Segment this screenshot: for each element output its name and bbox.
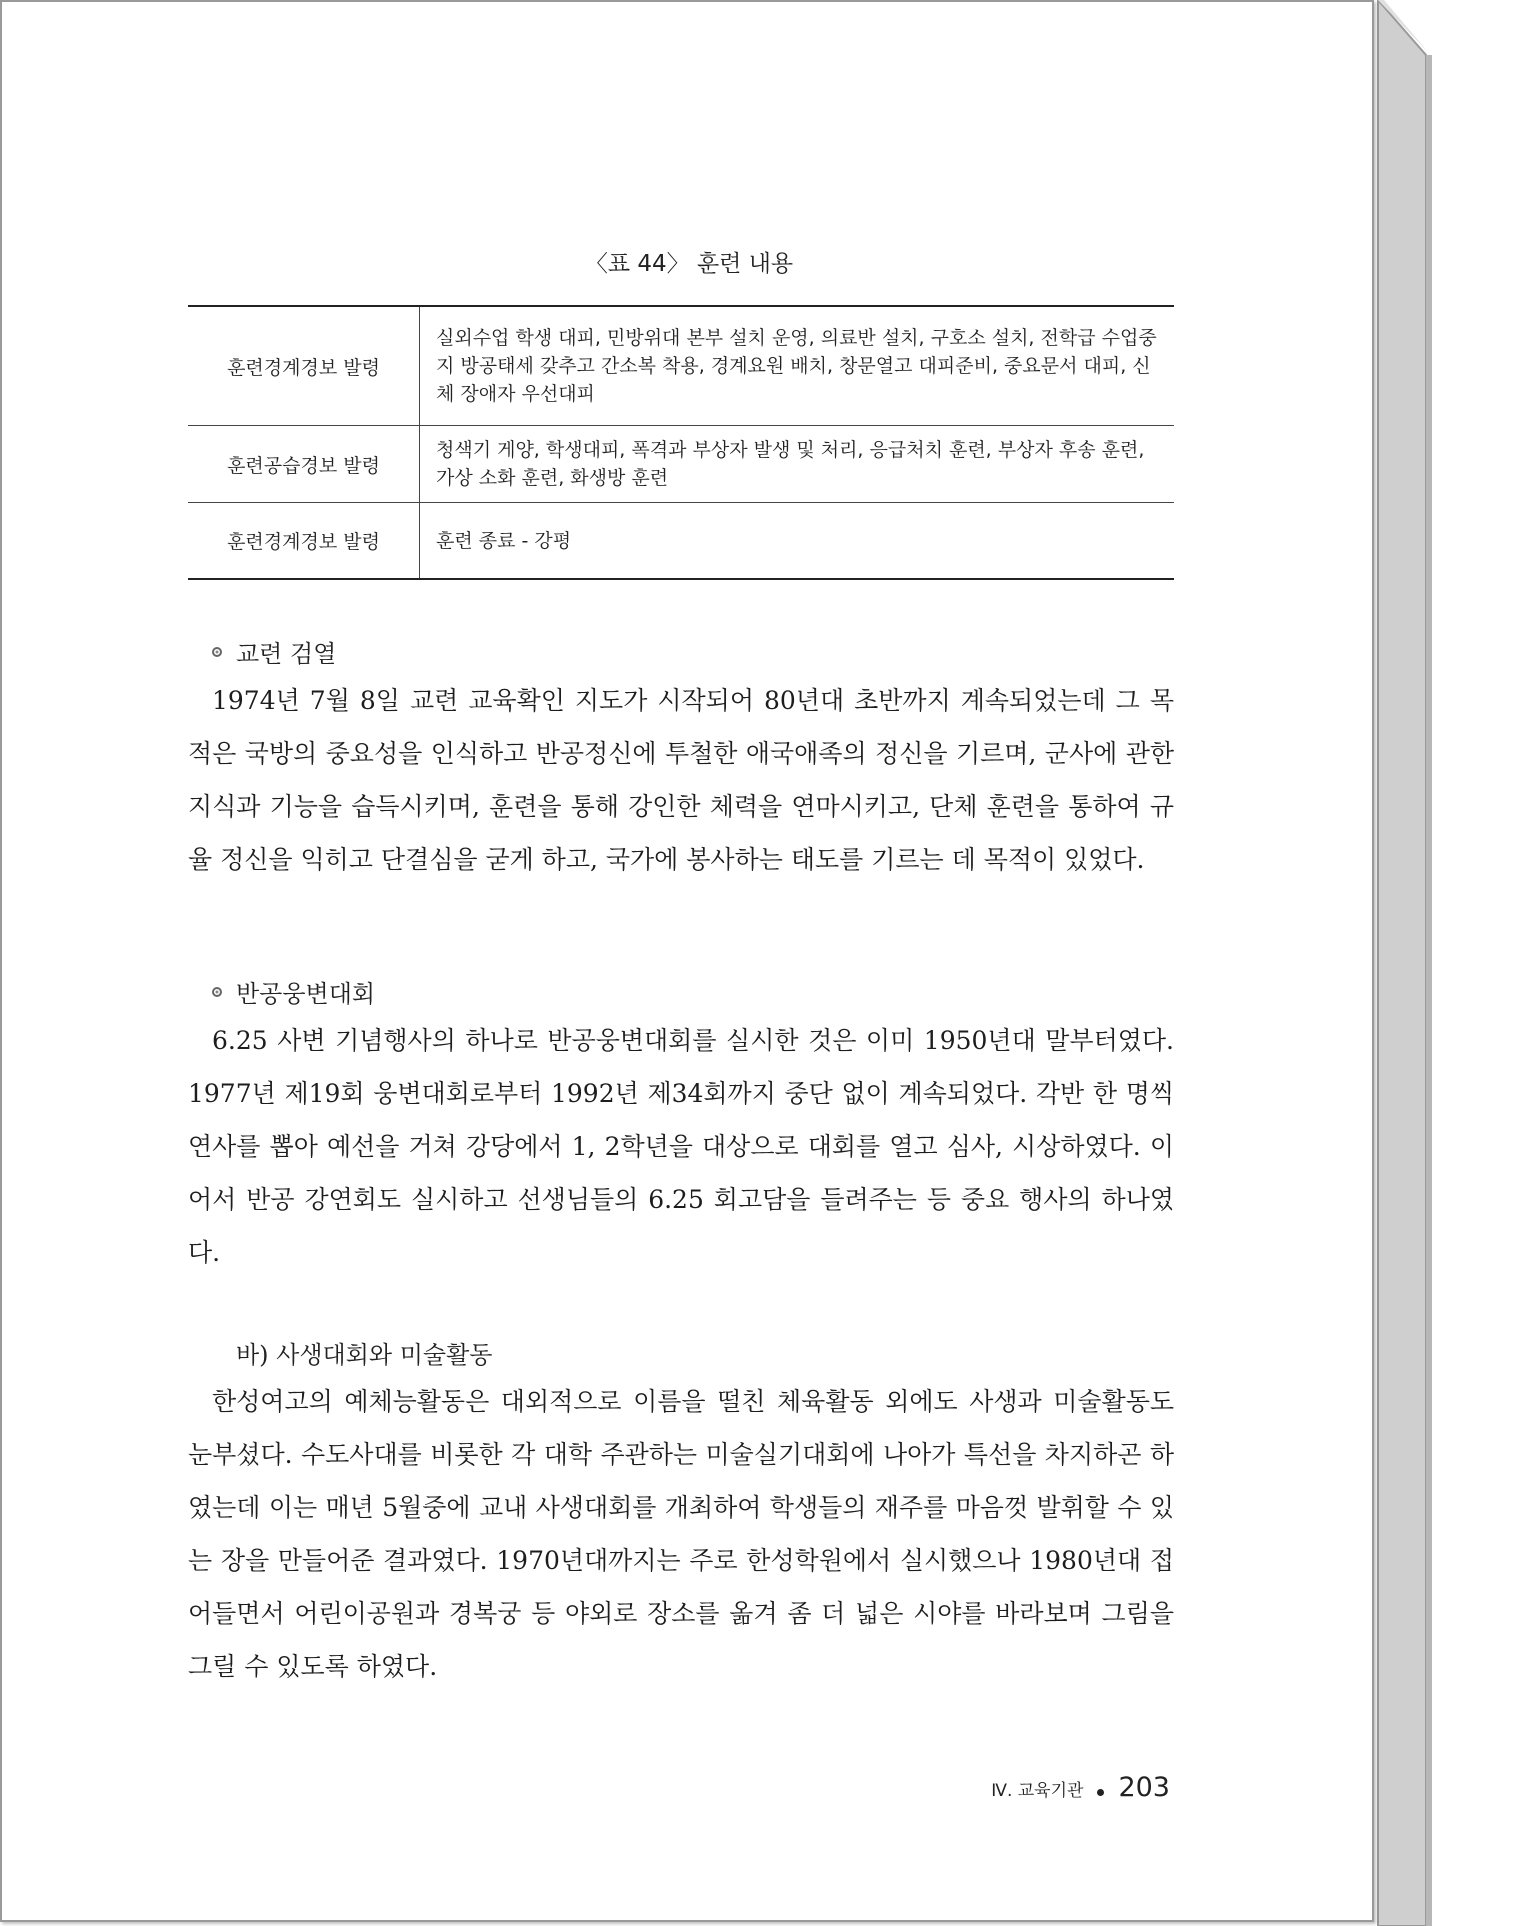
paragraph-drill: 1974년 7월 8일 교련 교육확인 지도가 시작되어 80년대 초반까지 계속되었는데 그 목적은 국방의 중요성을 인식하고 반공정신에 투철한 애국애족의 정신을 기르며, 군사에 관한 지식과 기능을 습득시키며, 훈련을 통해 강인한 체력을 연마시키고, 단체 훈련을 통하여 규율 정신을 익히고 단결심을 굳게 하고, 국가에 봉사하는 태도를 기르는 데 목적이 있었다.	[188, 686, 1174, 874]
table-row	[188, 426, 1174, 503]
bullet-icon	[212, 987, 222, 997]
section-heading-text: 반공웅변대회	[236, 980, 376, 1008]
table-row-content: 훈련 종료 - 강평	[436, 529, 572, 552]
book-side-edge	[1376, 0, 1520, 1926]
table-caption: 〈표 44〉 훈련 내용	[584, 251, 794, 277]
section-heading-speech	[212, 974, 375, 1009]
table-row-label: 훈련공습경보 발령	[188, 426, 420, 502]
subsection-title-art: 바) 사생대회와 미술활동	[236, 1341, 493, 1369]
paragraph-speech: 6.25 사변 기념행사의 하나로 반공웅변대회를 실시한 것은 이미 1950년대 말부터였다. 1977년 제19회 웅변대회로부터 1992년 제34회까지 중단 없이 계속되었다. 각반 한 명씩 연사를 뽑아 예선을 거쳐 강당에서 1, 2학년을 대상으로 대회를 열고 심사, 시상하였다. 이어서 반공 강연회도 실시하고 선생님들의 6.25 회고담을 들려주는 등 중요 행사의 하나였다.	[188, 1026, 1174, 1267]
bullet-icon	[212, 647, 222, 657]
page-footer	[991, 1772, 1170, 1803]
table-row-content: 청색기 게양, 학생대피, 폭격과 부상자 발생 및 처리, 응급처치 훈련, 부상자 후송 훈련, 가상 소화 훈련, 화생방 훈련	[436, 439, 1145, 489]
page-number: 203	[1118, 1772, 1170, 1803]
footer-dot-separator	[1097, 1789, 1104, 1796]
table-row-label: 훈련경계경보 발령	[188, 307, 420, 425]
training-table	[188, 305, 1174, 580]
table-row-label: 훈련경계경보 발령	[188, 503, 420, 578]
section-heading-drill	[212, 634, 336, 669]
footer-chapter: Ⅳ. 교육기관	[991, 1781, 1084, 1801]
section-heading-text: 교련 검열	[236, 640, 337, 668]
table-row-content: 실외수업 학생 대피, 민방위대 본부 설치 운영, 의료반 설치, 구호소 설치, 전학급 수업중지 방공태세 갖추고 간소복 착용, 경계요원 배치, 창문열고 대피준비, 중요문서 대피, 신체 장애자 우선대피	[436, 327, 1157, 405]
paragraph-art: 한성여고의 예체능활동은 대외적으로 이름을 떨친 체육활동 외에도 사생과 미술활동도 눈부셨다. 수도사대를 비롯한 각 대학 주관하는 미술실기대회에 나아가 특선을 차지하곤 하였는데 이는 매년 5월중에 교내 사생대회를 개최하여 학생들의 재주를 마음껏 발휘할 수 있는 장을 만들어준 결과였다. 1970년대까지는 주로 한성학원에서 실시했으나 1980년대 접어들면서 어린이공원과 경복궁 등 야외로 장소를 옮겨 좀 더 넓은 시야를 바라보며 그림을 그릴 수 있도록 하였다.	[188, 1387, 1174, 1681]
table-row	[188, 307, 1174, 426]
table-row	[188, 503, 1174, 578]
